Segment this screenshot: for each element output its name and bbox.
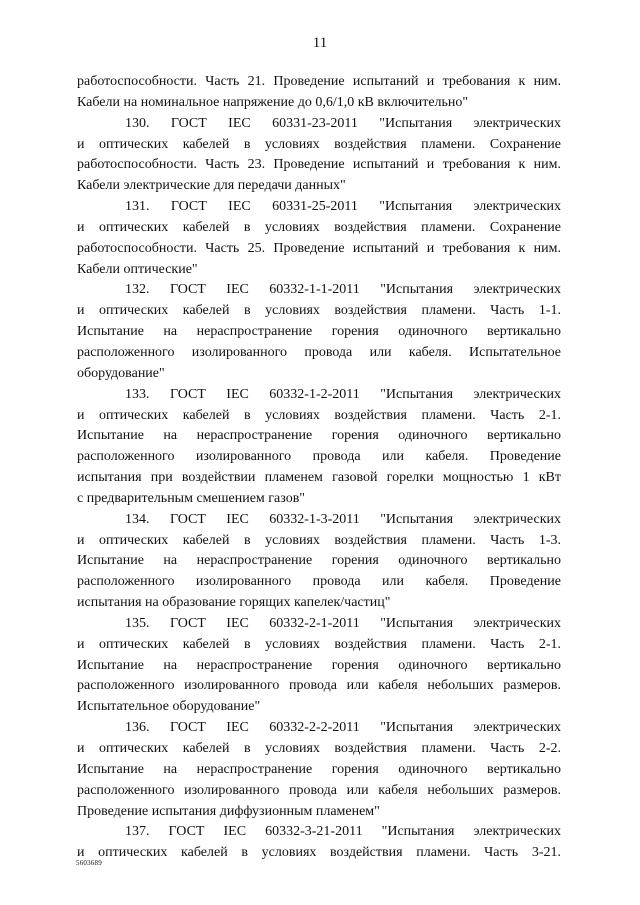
text-line: испытания при воздействии пламенем газовой горелки мощностью 1 кВт (77, 470, 561, 486)
text-line: расположенного изолированного провода или кабеля. Проведение (77, 574, 561, 590)
text-line: расположенного изолированного провода или кабеля. Испытательное (77, 344, 561, 360)
text-line: и оптических кабелей в условиях воздействия пламени. Часть 1-3. (77, 532, 561, 548)
text-line: Испытание на нераспространение горения одиночного вертикально (77, 657, 561, 673)
text-line: оборудование" (77, 365, 165, 381)
text-line: работоспособности. Часть 21. Проведение испытаний и требования к ним. (77, 74, 561, 89)
text-line: и оптических кабелей в условиях воздействия пламени. Часть 1-1. (77, 303, 561, 319)
text-line: и оптических кабелей в условиях воздействия пламени. Сохранение (77, 219, 561, 235)
text-line: 134. ГОСТ IEC 60332-1-3-2011 "Испытания электрических (125, 511, 561, 527)
text-line: и оптических кабелей в условиях воздействия пламени. Часть 2-1. (77, 407, 561, 423)
text-line: Испытательное оборудование" (77, 699, 261, 715)
text-line: Кабели на номинальное напряжение до 0,6/1,0 кВ включительно" (77, 94, 469, 110)
text-line: с предварительным смешением газов" (77, 490, 306, 506)
text-line: работоспособности. Часть 25. Проведение испытаний и требования к ним. (77, 240, 561, 256)
text-line: и оптических кабелей в условиях воздействия пламени. Часть 2-1. (77, 636, 561, 652)
text-line: и оптических кабелей в условиях воздействия пламени. Сохранение (77, 136, 561, 152)
text-line: и оптических кабелей в условиях воздействия пламени. Часть 3-21. (77, 845, 561, 861)
text-line: 133. ГОСТ IEC 60332-1-2-2011 "Испытания электрических (125, 386, 561, 402)
text-line: Испытание на нераспространение горения одиночного вертикально (77, 428, 561, 444)
text-line: 135. ГОСТ IEC 60332-2-1-2011 "Испытания электрических (125, 615, 561, 631)
text-line: 131. ГОСТ IEC 60331-25-2011 "Испытания электрических (125, 199, 561, 215)
text-line: 137. ГОСТ IEC 60332-3-21-2011 "Испытания электрических (125, 824, 561, 840)
text-line: Испытание на нераспространение горения одиночного вертикально (77, 761, 561, 777)
text-line: испытания на образование горящих капелек/частиц" (77, 595, 391, 611)
text-line: расположенного изолированного провода или кабеля небольших размеров. (77, 678, 561, 694)
text-line: расположенного изолированного провода или кабеля. Проведение (77, 449, 561, 465)
text-line: работоспособности. Часть 23. Проведение испытаний и требования к ним. (77, 157, 561, 173)
text-line: Испытание на нераспространение горения одиночного вертикально (77, 553, 561, 569)
text-line: Кабели оптические" (77, 261, 198, 277)
document-body (77, 72, 561, 864)
text-line: 136. ГОСТ IEC 60332-2-2-2011 "Испытания электрических (125, 720, 561, 736)
text-line: Испытание на нераспространение горения одиночного вертикально (77, 324, 561, 340)
text-line: Кабели электрические для передачи данных" (77, 178, 346, 194)
document-code: 5603689 (76, 859, 102, 867)
text-line: Проведение испытания диффузионным пламенем" (77, 803, 380, 819)
text-line: и оптических кабелей в условиях воздействия пламени. Часть 2-2. (77, 741, 561, 756)
text-line: 130. ГОСТ IEC 60331-23-2011 "Испытания электрических (125, 115, 561, 131)
text-line: 132. ГОСТ IEC 60332-1-1-2011 "Испытания электрических (125, 282, 561, 298)
page-number: 11 (312, 35, 328, 51)
text-line: расположенного изолированного провода или кабеля небольших размеров. (77, 782, 561, 798)
